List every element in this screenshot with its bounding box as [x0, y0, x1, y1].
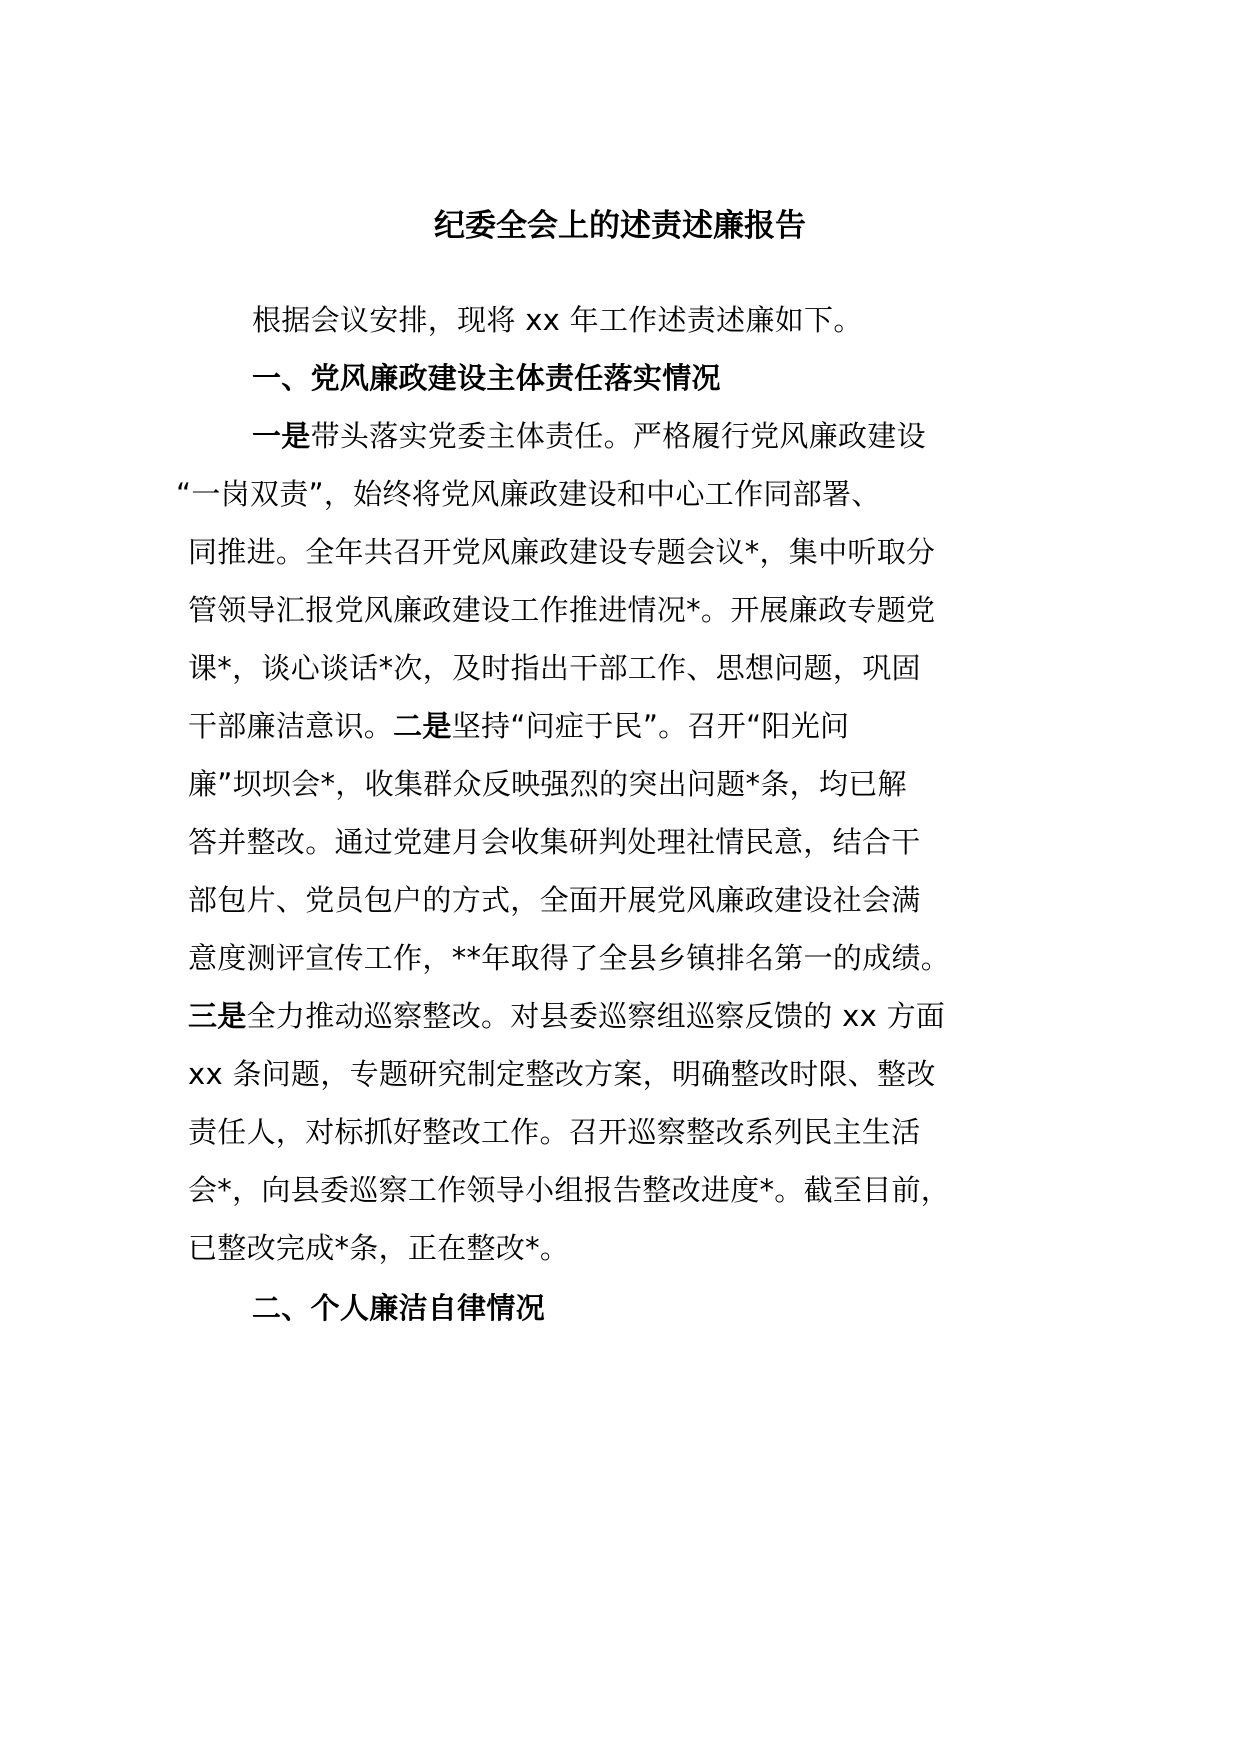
paragraph-line: 廉”坝坝会*，收集群众反映强烈的突出问题*条，均已解 [188, 767, 907, 801]
paragraph-line: xx 条问题，专题研究制定整改方案，明确整改时限、整改 [188, 1057, 936, 1091]
paragraph-line: 责任人，对标抓好整改工作。召开巡察整改系列民主生活 [188, 1115, 921, 1149]
line-text: 坚持“问症于民”。召开“阳光问 [451, 709, 850, 743]
paragraph-line [252, 416, 926, 456]
paragraph-line: 管领导汇报党风廉政建设工作推进情况*。开展廉政专题党 [188, 593, 936, 627]
document-title: 纪委全会上的述责述廉报告 [434, 208, 806, 244]
paragraph-line [188, 996, 945, 1036]
paragraph-line: 会*，向县委巡察工作领导小组报告整改进度*。截至目前， [188, 1173, 951, 1207]
emphasis-label: 三是 [188, 999, 247, 1033]
emphasis-label: 一是 [252, 419, 311, 453]
line-text: 干部廉洁意识。 [188, 709, 394, 743]
intro-paragraph: 根据会议安排，现将 xx 年工作述责述廉如下。 [252, 303, 863, 337]
section-heading-1: 一、党风廉政建设主体责任落实情况 [252, 361, 721, 395]
paragraph-line: 同推进。全年共召开党风廉政建设专题会议*，集中听取分 [188, 535, 936, 569]
paragraph-line: 意度测评宣传工作，**年取得了全县乡镇排名第一的成绩。 [188, 941, 951, 975]
line-text: 带头落实党委主体责任。严格履行党风廉政建设 [310, 419, 926, 453]
line-text: 全力推动巡察整改。对县委巡察组巡察反馈的 xx 方面 [246, 999, 946, 1033]
paragraph-line: “一岗双责”，始终将党风廉政建设和中心工作同部署、 [176, 477, 881, 511]
section-heading-2: 二、个人廉洁自律情况 [252, 1291, 546, 1325]
paragraph-line [188, 706, 849, 746]
paragraph-line: 课*，谈心谈话*次，及时指出干部工作、思想问题，巩固 [188, 651, 921, 685]
emphasis-label: 二是 [393, 709, 452, 743]
paragraph-line: 答并整改。通过党建月会收集研判处理社情民意，结合干 [188, 825, 921, 859]
paragraph-line: 部包片、党员包户的方式，全面开展党风廉政建设社会满 [188, 883, 921, 917]
paragraph-line: 已整改完成*条，正在整改*。 [188, 1231, 570, 1265]
